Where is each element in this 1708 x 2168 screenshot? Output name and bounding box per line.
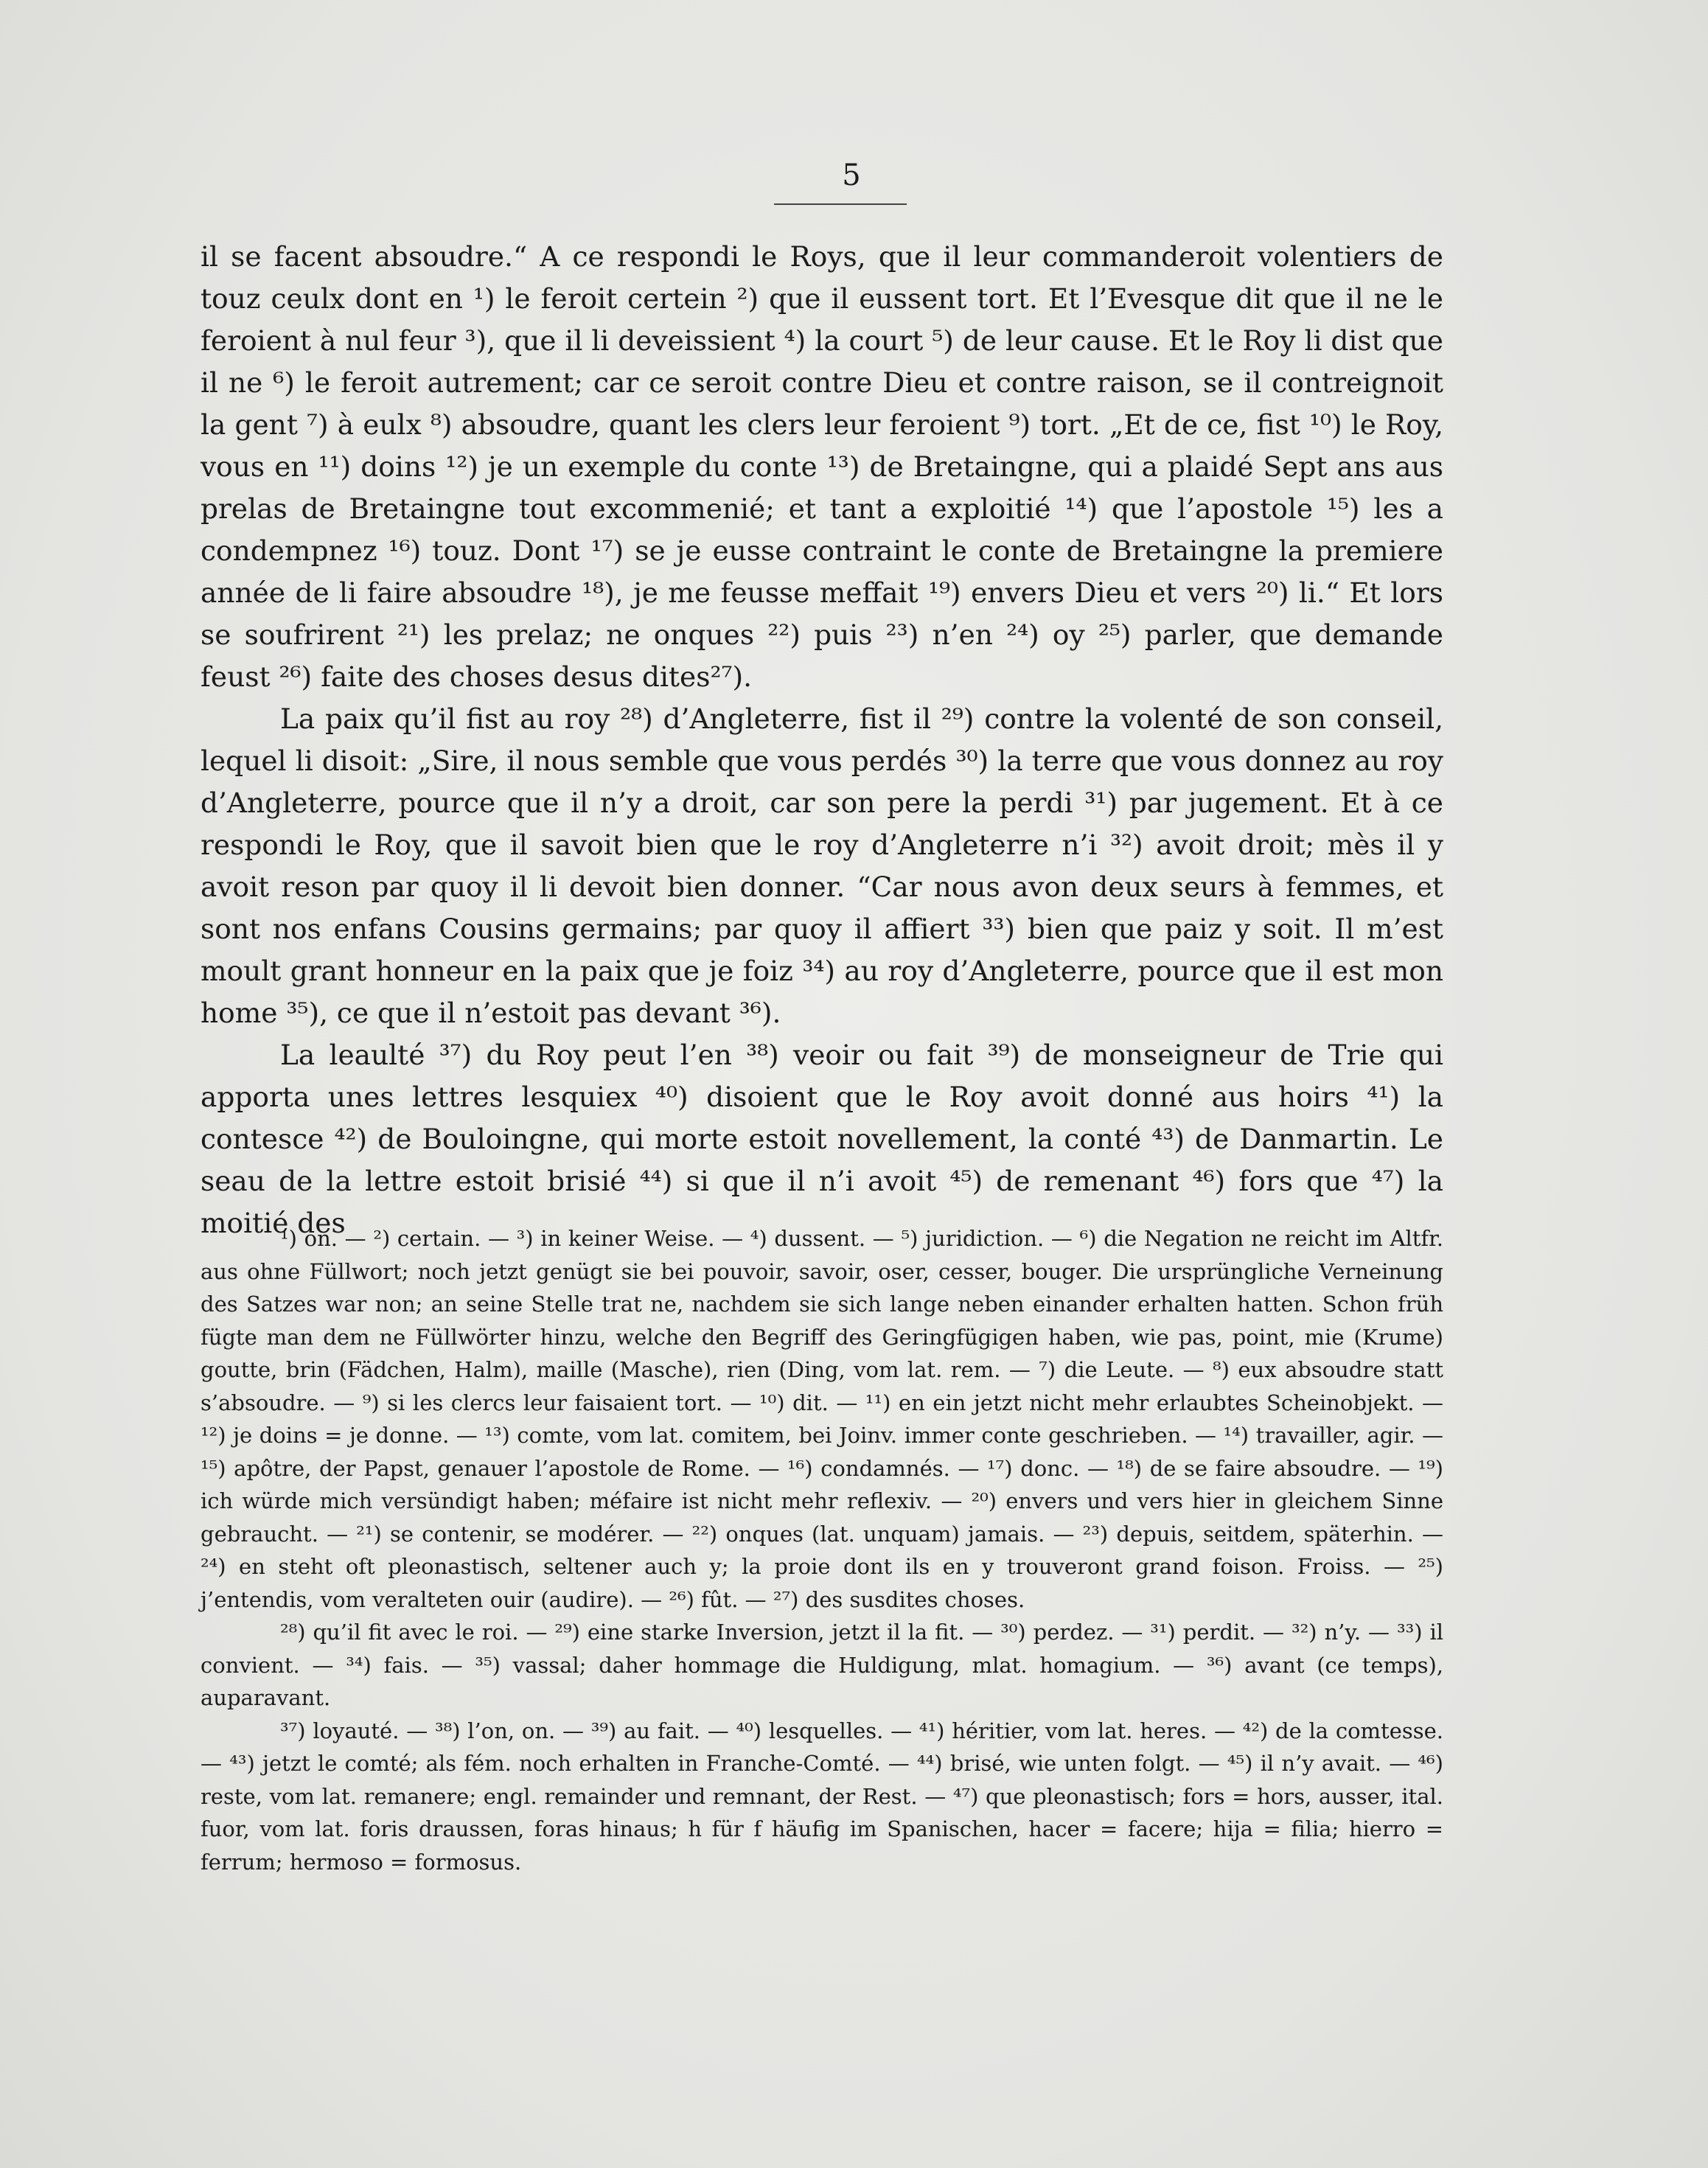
- footnote-block-2: ²⁸) qu’il fit avec le roi. — ²⁹) eine starke Inversion, jetzt il la fit. — ³⁰) perdez. — ³¹) perdit. — ³²) n’y. — ³³) il convient. — ³⁴) fais. — ³⁵) vassal; daher hommage die Huldigung, mlat. homagium. — ³⁶) avant (ce temps), auparavant.: [201, 1620, 1443, 1710]
- footnotes: [201, 1222, 1443, 1878]
- footnote-block-3: ³⁷) loyauté. — ³⁸) l’on, on. — ³⁹) au fait. — ⁴⁰) lesquelles. — ⁴¹) héritier, vom lat. heres. — ⁴²) de la comtesse. — ⁴³) jetzt le comté; als fém. noch erhalten in Franche-Comté. — ⁴⁴) brisé, wie unten folgt. — ⁴⁵) il n’y avait. — ⁴⁶) reste, vom lat. remanere; engl. remainder und remnant, der Rest. — ⁴⁷) que pleonastisch; fors = hors, ausser, ital. fuor, vom lat. foris draussen, foras hinaus; h für f häufig im Spanischen, hacer = facere; hija = filia; hierro = ferrum; hermoso = formosus.: [201, 1718, 1443, 1875]
- page-number: 5: [842, 158, 861, 192]
- paragraph-2: La paix qu’il fist au roy ²⁸) d’Angleterre, fist il ²⁹) contre la volenté de son conseil, lequel li disoit: „Sire, il nous semble que vous perdés ³⁰) la terre que vous donnez au roy d’Angleterre, pource que il n’y a droit, car son pere la perdi ³¹) par jugement. Et à ce respondi le Roy, que il savoit bien que le roy d’Angleterre n’i ³²) avoit droit; mès il y avoit reson par quoy il li devoit bien donner. “Car nous avon deux seurs à femmes, et sont nos enfans Cousins germains; par quoy il affiert ³³) bien que paiz y soit. Il m’est moult grant honneur en la paix que je foiz ³⁴) au roy d’Angleterre, pource que il est mon home ³⁵), ce que il n’estoit pas devant ³⁶).: [201, 703, 1443, 1029]
- footnote-block-1: ¹) on. — ²) certain. — ³) in keiner Weise. — ⁴) dussent. — ⁵) juridiction. — ⁶) die Negation ne reicht im Altfr. aus ohne Füllwort; noch jetzt genügt sie bei pouvoir, savoir, oser, cesser, bouger. Die ursprüngliche Verneinung des Satzes war non; an seine Stelle trat ne, nachdem sie sich lange neben einander erhalten hatten. Schon früh fügte man dem ne Füllwörter hinzu, welche den Begriff des Geringfügigen haben, wie pas, point, mie (Krume) goutte, brin (Fädchen, Halm), maille (Masche), rien (Ding, vom lat. rem. — ⁷) die Leute. — ⁸) eux absoudre statt s’absoudre. — ⁹) si les clercs leur faisaient tort. — ¹⁰) dit. — ¹¹) en ein jetzt nicht mehr erlaubtes Scheinobjekt. — ¹²) je doins = je donne. — ¹³) comte, vom lat. comitem, bei Joinv. immer conte geschrieben. — ¹⁴) travailler, agir. — ¹⁵) apôtre, der Papst, genauer l’apostole de Rome. — ¹⁶) condamnés. — ¹⁷) donc. — ¹⁸) de se faire absoudre. — ¹⁹) ich würde mich versündigt haben; méfaire ist nicht mehr reflexiv. — ²⁰) envers und vers hier in gleichem Sinne gebraucht. — ²¹) se contenir, se modérer. — ²²) onques (lat. unquam) jamais. — ²³) depuis, seitdem, späterhin. — ²⁴) en steht oft pleonastisch, seltener auch y; la proie dont ils en y trouveront grand foison. Froiss. — ²⁵) j’entendis, vom veralteten ouir (audire). — ²⁶) fût. — ²⁷) des susdites choses.: [201, 1226, 1443, 1612]
- paragraph-1: il se facent absoudre.“ A ce respondi le Roys, que il leur commanderoit volentiers de touz ceulx dont en ¹) le feroit certein ²) que il eussent tort. Et l’Evesque dit que il ne le feroient à nul feur ³), que il li deveissient ⁴) la court ⁵) de leur cause. Et le Roy li dist que il ne ⁶) le feroit autrement; car ce seroit contre Dieu et contre raison, se il contreignoit la gent ⁷) à eulx ⁸) absoudre, quant les clers leur feroient ⁹) tort. „Et de ce, fist ¹⁰) le Roy, vous en ¹¹) doins ¹²) je un exemple du conte ¹³) de Bretaingne, qui a plaidé Sept ans aus prelas de Bretaingne tout excommenié; et tant a exploitié ¹⁴) que l’apostole ¹⁵) les a condempnez ¹⁶) touz. Dont ¹⁷) se je eusse contraint le conte de Bretaingne la premiere année de li faire absoudre ¹⁸), je me feusse meffait ¹⁹) envers Dieu et vers ²⁰) li.“ Et lors se soufrirent ²¹) les prelaz; ne onques ²²) puis ²³) n’en ²⁴) oy ²⁵) parler, que demande feust ²⁶) faite des choses desus dites²⁷).: [201, 240, 1443, 693]
- main-text: [201, 236, 1443, 1244]
- paragraph-3: La leaulté ³⁷) du Roy peut l’en ³⁸) veoir ou fait ³⁹) de monseigneur de Trie qui apporta unes lettres lesquiex ⁴⁰) disoient que le Roy avoit donné aus hoirs ⁴¹) la contesce ⁴²) de Bouloingne, qui morte estoit novellement, la conté ⁴³) de Danmartin. Le seau de la lettre estoit brisié ⁴⁴) si que il n’i avoit ⁴⁵) de remenant ⁴⁶) fors que ⁴⁷) la moitié des: [201, 1039, 1443, 1239]
- page-number-rule: [774, 203, 907, 205]
